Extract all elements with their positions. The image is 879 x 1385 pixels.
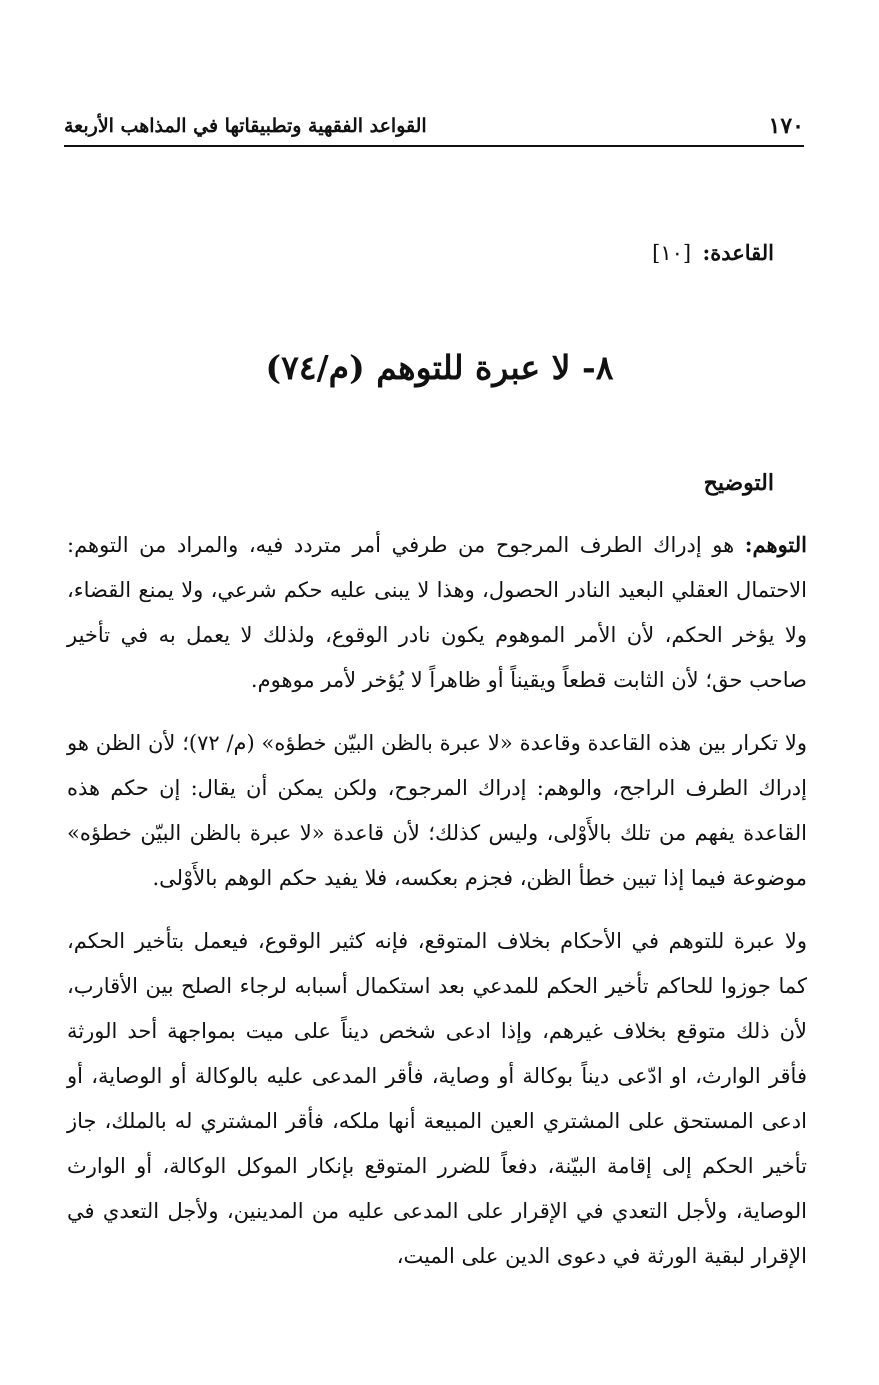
paragraph-text: هو إدراك الطرف المرجوح من طرفي أمر متردد فيه، والمراد من التوهم: الاحتمال العقلي البعيد النادر الحصول، وهذا لا يبنى عليه حكم شرعي، ولا يمنع القضاء، ولا يؤخر الحكم، لأن الأمر الموهوم يكون نادر الوقوع، ولذلك لا يعمل به في تأخير صاحب حق؛ لأن الثابت قطعاً ويقيناً أو ظاهراً لا يُؤخر لأمر موهوم.: [67, 533, 807, 692]
page-number: ١٧٠: [768, 113, 804, 139]
running-head: [64, 105, 804, 147]
paragraph-1: [67, 522, 807, 703]
book-title: القواعد الفقهية وتطبيقاتها في المذاهب الأربعة: [64, 115, 427, 137]
paragraph-2: [67, 721, 807, 901]
rule-label: [652, 240, 774, 265]
paragraph-text: ولا عبرة للتوهم في الأحكام بخلاف المتوقع، فإنه كثير الوقوع، فيعمل بتأخير الحكم، كما جوزوا للحاكم تأخير الحكم للمدعي بعد استكمال أسبابه لرجاء الصلح بين الأقارب، لأن ذلك متوقع بخلاف غيرهم، وإذا ادعى شخص ديناً على ميت بمواجهة أحد الورثة فأقر الوارث، او ادّعى ديناً بوكالة أو وصاية، فأقر المدعى عليه بالوكالة أو الوصاية، أو ادعى المستحق على المشتري العين المبيعة أنها ملكه، فأقر المشتري له بالملك، جاز تأخير الحكم إلى إقامة البيّنة، دفعاً للضرر المتوقع بإنكار الموكل الوكالة، أو الوارث الوصاية، ولأجل التعدي في الإقرار على المدعى عليه من المدينين، ولأجل التعدي في الإقرار لبقية الورثة في دعوى الدين على الميت،: [67, 929, 807, 1268]
rule-heading: ٨- لا عبرة للتوهم (م/٧٤): [265, 348, 614, 387]
rule-number: [١٠]: [652, 241, 692, 265]
paragraph-lead-term: التوهم:: [744, 532, 807, 557]
rule-label-text: القاعدة:: [702, 240, 774, 265]
paragraph-3: [67, 919, 807, 1279]
section-heading: التوضيح: [703, 470, 774, 496]
paragraph-text: ولا تكرار بين هذه القاعدة وقاعدة «لا عبرة بالظن البيّن خطؤه» (م/ ٧٢)؛ لأن الظن هو إدراك الطرف الراجح، والوهم: إدراك المرجوح، ولكن يمكن أن يقال: إن حكم هذه القاعدة يفهم من تلك بالأَوْلى، وليس كذلك؛ لأن قاعدة «لا عبرة بالظن البيّن خطؤه» موضوعة فيما إذا تبين خطأ الظن، فجزم بعكسه، فلا يفيد حكم الوهم بالأَوْلى.: [67, 731, 807, 890]
body-text: [67, 522, 807, 1297]
